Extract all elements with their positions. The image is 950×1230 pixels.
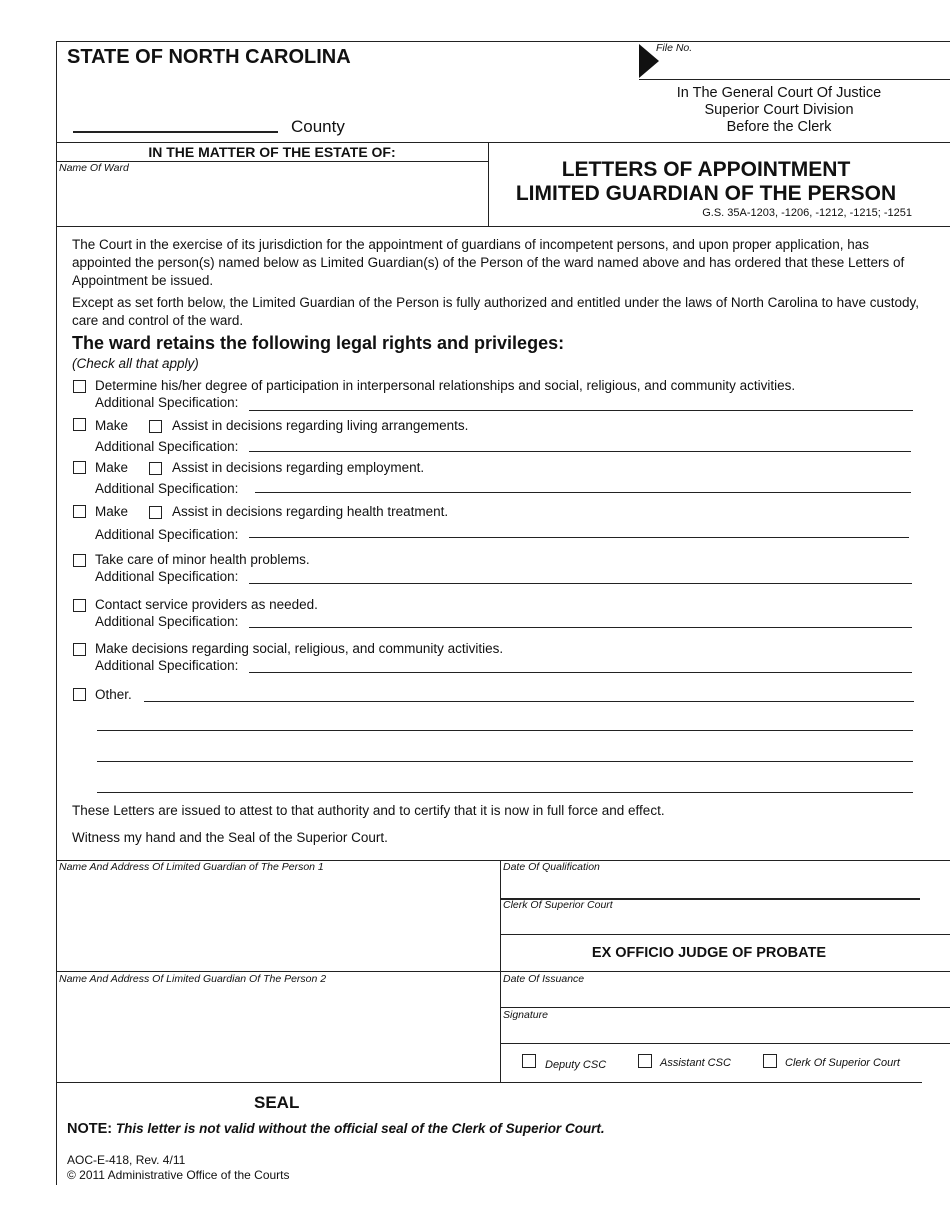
- checkbox-make-health[interactable]: [73, 505, 86, 518]
- checkbox-assist-employment[interactable]: [149, 462, 162, 475]
- signature-line[interactable]: [500, 1043, 950, 1044]
- note: [67, 1121, 605, 1137]
- item-service-providers: Contact service providers as needed.: [95, 597, 318, 612]
- note-label: NOTE:: [67, 1121, 113, 1137]
- form-title-line-1: LETTERS OF APPOINTMENT: [561, 158, 851, 181]
- other-line-4[interactable]: [97, 792, 913, 793]
- checkbox-make-employment[interactable]: [73, 461, 86, 474]
- make-label: Make: [95, 504, 129, 519]
- signature-label: Signature: [503, 1009, 548, 1021]
- judge-title: EX OFFICIO JUDGE OF PROBATE: [591, 945, 827, 961]
- court-line-2: Superior Court Division: [704, 102, 854, 118]
- form-id: AOC-E-418, Rev. 4/11: [67, 1153, 186, 1167]
- checkbox-service-providers[interactable]: [73, 599, 86, 612]
- date-issuance-label: Date Of Issuance: [503, 973, 585, 985]
- court-line-1: In The General Court Of Justice: [676, 85, 882, 101]
- additional-spec-line-7[interactable]: [249, 672, 912, 673]
- additional-spec-label: Additional Specification:: [95, 481, 239, 496]
- ward-name-label: Name Of Ward: [59, 162, 129, 174]
- left-border: [56, 41, 57, 1185]
- additional-spec-label: Additional Specification:: [95, 395, 239, 410]
- checkbox-assistant-csc[interactable]: [638, 1054, 652, 1068]
- additional-spec-label: Additional Specification:: [95, 569, 239, 584]
- guardian-divider: [56, 971, 500, 972]
- item-minor-health: Take care of minor health problems.: [95, 552, 310, 567]
- item-employment: Assist in decisions regarding employment.: [172, 460, 425, 475]
- additional-spec-line-2[interactable]: [249, 451, 911, 452]
- item-living: Assist in decisions regarding living arrangements.: [172, 418, 469, 433]
- assistant-csc-label: Assistant CSC: [660, 1057, 731, 1069]
- intro-paragraph-2: Except as set forth below, the Limited Guardian of the Person is fully authorized and entitled under the laws of North Carolina to have custody, care and control of the ward.: [72, 295, 919, 328]
- additional-spec-label: Additional Specification:: [95, 527, 239, 542]
- additional-spec-label: Additional Specification:: [95, 658, 239, 673]
- checkbox-assist-living[interactable]: [149, 420, 162, 433]
- guardian-1-label: Name And Address Of Limited Guardian of The Person 1: [59, 861, 324, 873]
- checkbox-other[interactable]: [73, 688, 86, 701]
- attest-text: These Letters are issued to attest to that authority and to certify that it is now in full force and effect.: [72, 803, 665, 818]
- additional-spec-line-6[interactable]: [249, 627, 912, 628]
- title-bottom-line: [56, 226, 950, 227]
- form-title-line-2: LIMITED GUARDIAN OF THE PERSON: [515, 182, 897, 205]
- deputy-csc-label: Deputy CSC: [545, 1059, 607, 1071]
- court-line-3: Before the Clerk: [726, 119, 832, 135]
- rights-subheading: (Check all that apply): [72, 356, 199, 371]
- signature-block-bottom: [56, 1082, 922, 1083]
- checkbox-social-decisions[interactable]: [73, 643, 86, 656]
- form-title: [490, 158, 922, 206]
- guardian-2-label: Name And Address Of Limited Guardian Of The Person 2: [59, 973, 327, 985]
- statute-reference: G.S. 35A-1203, -1206, -1212, -1215; -1251: [702, 207, 912, 219]
- additional-spec-line-1[interactable]: [249, 410, 913, 411]
- item-participation: Determine his/her degree of participation in interpersonal relationships and social, religious, and community activities.: [95, 378, 796, 393]
- judge-line: [500, 971, 950, 972]
- intro-paragraph-1: The Court in the exercise of its jurisdiction for the appointment of guardians of incompetent persons, and upon proper application, has appointed the person(s) named below as Limited Guardian(s) of the Person of the ward named above and has ordered that these Letters of Appointment be issued.: [72, 237, 905, 288]
- checkbox-make-living[interactable]: [73, 418, 86, 431]
- county-input-line[interactable]: [73, 131, 278, 133]
- additional-spec-line-4[interactable]: [249, 537, 909, 538]
- other-line-3[interactable]: [97, 761, 913, 762]
- copyright: © 2011 Administrative Office of the Courts: [67, 1168, 290, 1182]
- estate-title-divider: [488, 142, 489, 226]
- header-divider: [56, 142, 950, 143]
- make-label: Make: [95, 418, 129, 433]
- additional-spec-line-5[interactable]: [249, 583, 912, 584]
- date-qualification-label: Date Of Qualification: [503, 861, 600, 873]
- additional-spec-line-3[interactable]: [255, 492, 911, 493]
- checkbox-minor-health[interactable]: [73, 554, 86, 567]
- checkbox-clerk-superior-court[interactable]: [763, 1054, 777, 1068]
- seal-label: SEAL: [254, 1093, 300, 1112]
- state-title: STATE OF NORTH CAROLINA: [67, 46, 351, 68]
- clerk-line[interactable]: [500, 934, 950, 935]
- other-label: Other.: [95, 687, 132, 702]
- file-no-label: File No.: [656, 42, 693, 54]
- file-no-line[interactable]: [639, 79, 950, 80]
- other-line-1[interactable]: [144, 701, 914, 702]
- estate-heading: IN THE MATTER OF THE ESTATE OF:: [148, 144, 396, 160]
- item-health: Assist in decisions regarding health treatment.: [172, 504, 449, 519]
- top-border: [56, 41, 950, 42]
- checkbox-deputy-csc[interactable]: [522, 1054, 536, 1068]
- witness-text: Witness my hand and the Seal of the Superior Court.: [72, 830, 388, 845]
- make-label: Make: [95, 460, 129, 475]
- other-line-2[interactable]: [97, 730, 913, 731]
- note-text: This letter is not valid without the official seal of the Clerk of Superior Court.: [115, 1121, 605, 1136]
- additional-spec-label: Additional Specification:: [95, 614, 239, 629]
- checkbox-assist-health[interactable]: [149, 506, 162, 519]
- court-info: [610, 85, 948, 136]
- date-issuance-line[interactable]: [500, 1007, 950, 1008]
- additional-spec-label: Additional Specification:: [95, 439, 239, 454]
- clerk-label: Clerk Of Superior Court: [503, 899, 613, 911]
- clerk-superior-court-label: Clerk Of Superior Court: [785, 1057, 900, 1069]
- rights-heading: The ward retains the following legal rights and privileges:: [72, 333, 565, 353]
- item-social-decisions: Make decisions regarding social, religious, and community activities.: [95, 641, 504, 656]
- county-label: County: [291, 117, 345, 136]
- checkbox-participation[interactable]: [73, 380, 86, 393]
